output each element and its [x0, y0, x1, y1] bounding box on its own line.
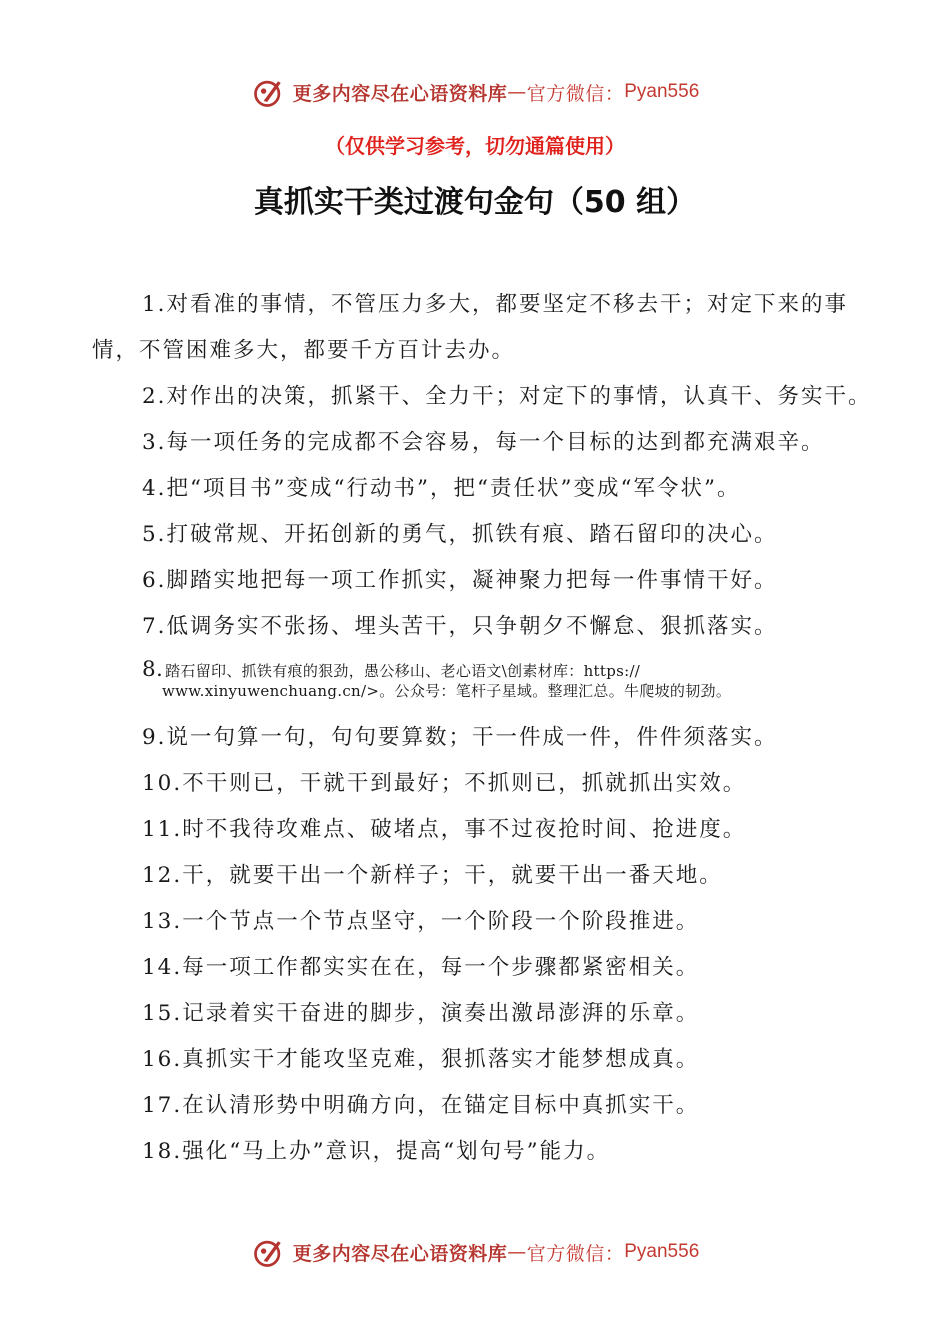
list-item: 14.每一项工作都实实在在，每一个步骤都紧密相关。 — [142, 955, 700, 980]
item-8-line1: 踏石留印、抓铁有痕的狠劲，愚公移山、老心语文\创素材库：https:// — [165, 662, 641, 680]
brand-text: 更多内容尽在心语资料库 — [292, 1242, 508, 1265]
separator: — — [507, 1241, 527, 1263]
list-item: 3.每一项任务的完成都不会容易，每一个目标的达到都充满艰辛。 — [142, 430, 825, 455]
item-8-line2: www.xinyuwenchuang.cn/>。公众号：笔杆子星域。整理汇总。牛爬坡的韧劲。 — [162, 682, 732, 700]
wechat-label: 官方微信： — [526, 1242, 625, 1265]
usage-notice: （仅供学习参考，切勿通篇使用） — [325, 134, 625, 158]
header-banner — [0, 72, 950, 112]
list-item: 2.对作出的决策，抓紧干、全力干；对定下的事情，认真干、务实干。 — [142, 384, 872, 409]
quill-pen-logo-icon — [251, 74, 287, 110]
list-item: 6.脚踏实地把每一项工作抓实，凝神聚力把每一件事情干好。 — [142, 568, 778, 593]
brand-text: 更多内容尽在心语资料库 — [292, 82, 508, 105]
separator: — — [507, 81, 527, 103]
list-item-8 — [92, 650, 882, 715]
page-title: 真抓实干类过渡句金句（50 组） — [253, 185, 697, 220]
list-item: 4.把“项目书”变成“行动书”，把“责任状”变成“军令状”。 — [142, 476, 741, 501]
wechat-label: 官方微信： — [526, 82, 625, 105]
item-8-number: 8. — [142, 657, 164, 682]
footer-banner — [0, 1232, 950, 1272]
quill-pen-logo-icon — [251, 1234, 287, 1270]
list-item: 18.强化“马上办”意识，提高“划句号”能力。 — [142, 1139, 611, 1164]
list-item: 16.真抓实干才能攻坚克难，狠抓落实才能梦想成真。 — [142, 1047, 700, 1072]
list-item: 15.记录着实干奋进的脚步，演奏出激昂澎湃的乐章。 — [142, 1001, 700, 1026]
list-item: 13.一个节点一个节点坚守，一个阶段一个阶段推进。 — [142, 909, 700, 934]
list-item: 12.干，就要干出一个新样子；干，就要干出一番天地。 — [142, 863, 723, 888]
list-item: 9.说一句算一句，句句要算数；干一件成一件，件件须落实。 — [142, 725, 778, 750]
list-item: 7.低调务实不张扬、埋头苦干，只争朝夕不懈怠、狠抓落实。 — [142, 614, 778, 639]
list-item: 11.时不我待攻难点、破堵点，事不过夜抢时间、抢进度。 — [142, 817, 747, 842]
list-item: 10.不干则已，干就干到最好；不抓则已，抓就抓出实效。 — [142, 771, 747, 796]
wechat-id: Pyan556 — [624, 81, 700, 102]
list-item: 17.在认清形势中明确方向，在锚定目标中真抓实干。 — [142, 1093, 700, 1118]
list-item: 5.打破常规、开拓创新的勇气，抓铁有痕、踏石留印的决心。 — [142, 522, 778, 547]
list-item: 1.对看准的事情，不管压力多大，都要坚定不移去干；对定下来的事情，不管困难多大，都要千方百计去办。 — [92, 292, 849, 363]
wechat-id: Pyan556 — [624, 1241, 700, 1262]
sentence-list — [92, 282, 882, 1175]
